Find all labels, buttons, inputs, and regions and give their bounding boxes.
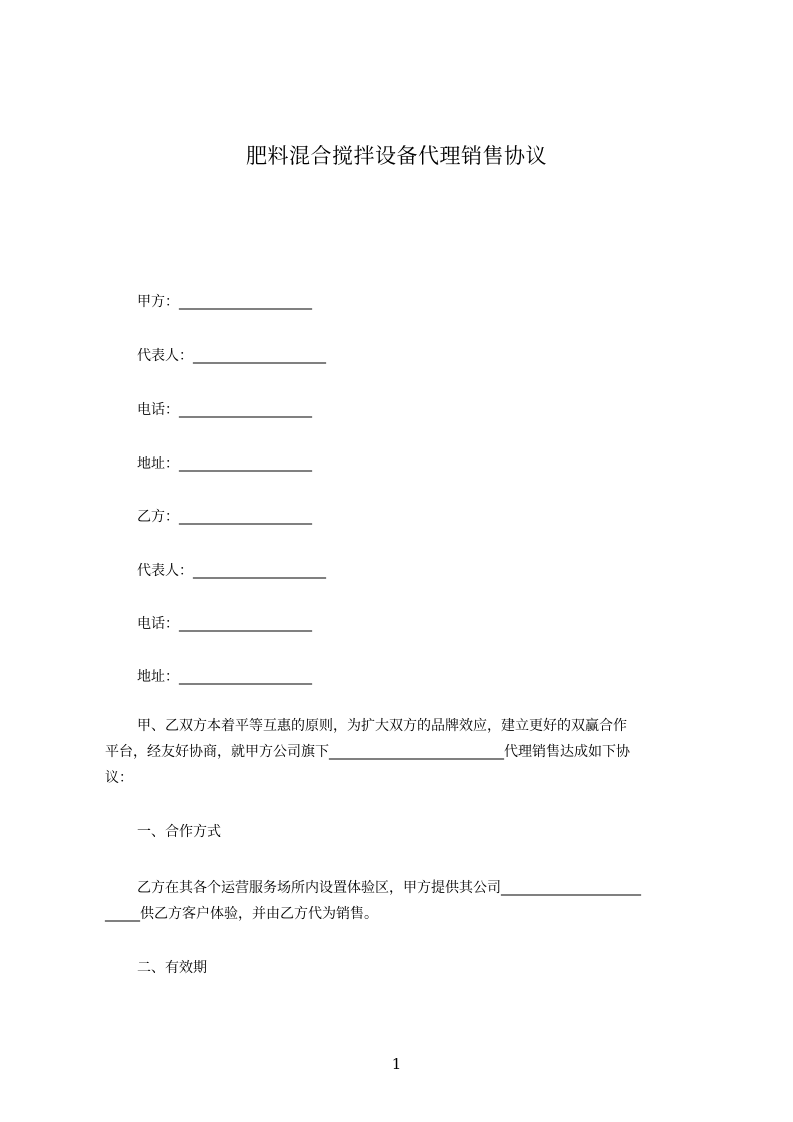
party-b-phone-field: 电话：___________________ xyxy=(137,616,312,632)
party-a-field: 甲方：___________________ xyxy=(137,294,312,310)
section-1-line-1: 乙方在其各个运营服务场所内设置体验区，甲方提供其公司____________________ xyxy=(137,880,641,896)
section-1-paragraph xyxy=(105,875,705,927)
section-1-heading: 一、合作方式 xyxy=(137,824,221,840)
party-b-address-field: 地址：___________________ xyxy=(137,669,312,685)
intro-paragraph xyxy=(105,713,705,791)
intro-line-2: 平台，经友好协商，就甲方公司旗下_________________________代理销售达成如下协 xyxy=(105,744,630,760)
section-1-line-2: _____供乙方客户体验，并由乙方代为销售。 xyxy=(105,906,378,922)
page-number: 1 xyxy=(391,1055,402,1073)
section-2-heading: 二、有效期 xyxy=(137,960,207,976)
document-title: 肥料混合搅拌设备代理销售协议 xyxy=(246,144,547,168)
party-a-phone-field: 电话：___________________ xyxy=(137,402,312,418)
party-b-field: 乙方：___________________ xyxy=(137,509,312,525)
intro-line-1: 甲、乙双方本着平等互惠的原则，为扩大双方的品牌效应，建立更好的双赢合作 xyxy=(137,718,627,734)
party-a-representative-field: 代表人：___________________ xyxy=(137,348,326,364)
intro-line-3: 议： xyxy=(105,770,133,786)
party-b-representative-field: 代表人：___________________ xyxy=(137,563,326,579)
party-a-address-field: 地址：___________________ xyxy=(137,456,312,472)
